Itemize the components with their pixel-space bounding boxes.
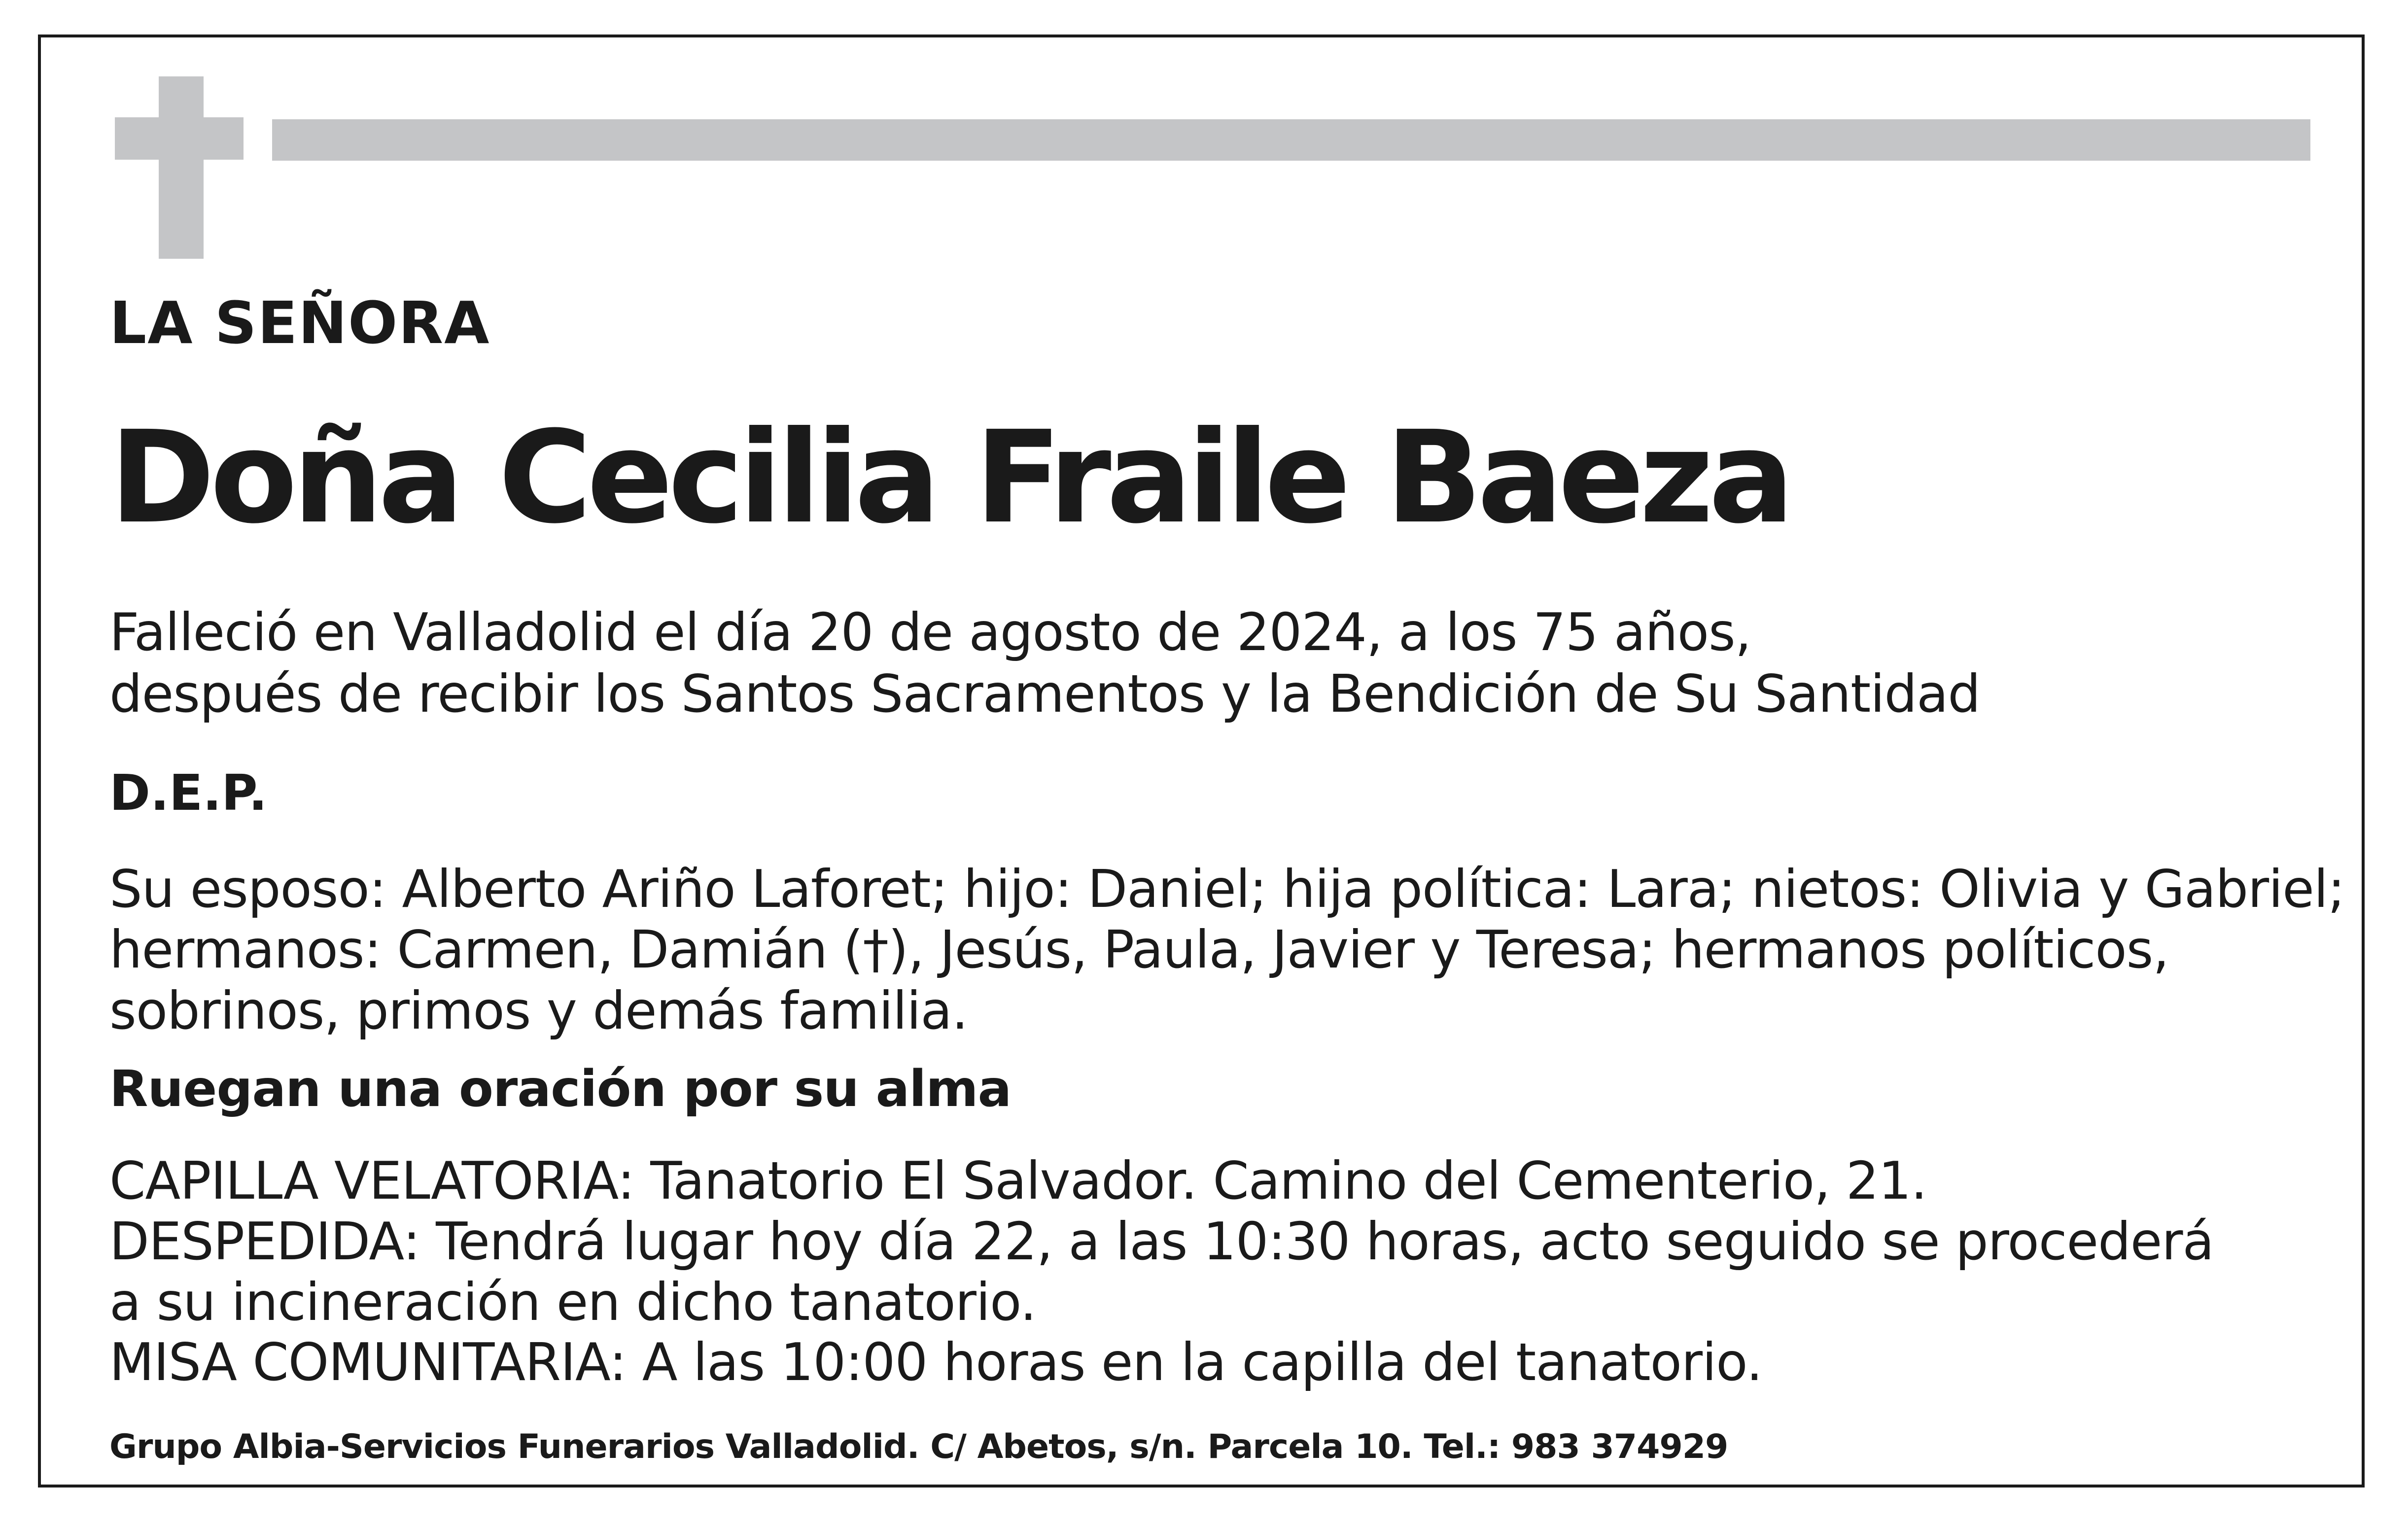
prayer-request: Ruegan una oración por su alma bbox=[109, 1060, 1012, 1118]
service-line: MISA COMUNITARIA: A las 10:00 horas en la capilla del tanatorio. bbox=[109, 1332, 1763, 1392]
deceased-name: Doña Cecilia Fraile Baeza bbox=[109, 404, 1790, 552]
family-line: Su esposo: Alberto Ariño Laforet; hijo: Daniel; hija política: Lara; nietos: Olivia y Gabriel; bbox=[109, 859, 2345, 919]
honorific: LA SEÑORA bbox=[109, 289, 490, 357]
death-line: Falleció en Valladolid el día 20 de agosto de 2024, a los 75 años, bbox=[109, 602, 1751, 662]
death-line: después de recibir los Santos Sacramentos y la Bendición de Su Santidad bbox=[109, 664, 1981, 724]
funeral-home-footer: Grupo Albia-Servicios Funerarios Valladolid. C/ Abetos, s/n. Parcela 10. Tel.: 983 374929 bbox=[109, 1427, 1728, 1466]
family-line: sobrinos, primos y demás familia. bbox=[109, 981, 968, 1041]
service-line: a su incineración en dicho tanatorio. bbox=[109, 1272, 1036, 1332]
cross-icon-horizontal bbox=[115, 117, 244, 160]
header-rule bbox=[272, 119, 2310, 161]
rip-abbreviation: D.E.P. bbox=[109, 764, 268, 822]
service-line: DESPEDIDA: Tendrá lugar hoy día 22, a las 10:30 horas, acto seguido se procederá bbox=[109, 1211, 2214, 1272]
family-line: hermanos: Carmen, Damián (†), Jesús, Paula, Javier y Teresa; hermanos políticos, bbox=[109, 920, 2169, 980]
cross-icon-vertical bbox=[159, 76, 204, 259]
service-line: CAPILLA VELATORIA: Tanatorio El Salvador. Camino del Cementerio, 21. bbox=[109, 1151, 1927, 1211]
